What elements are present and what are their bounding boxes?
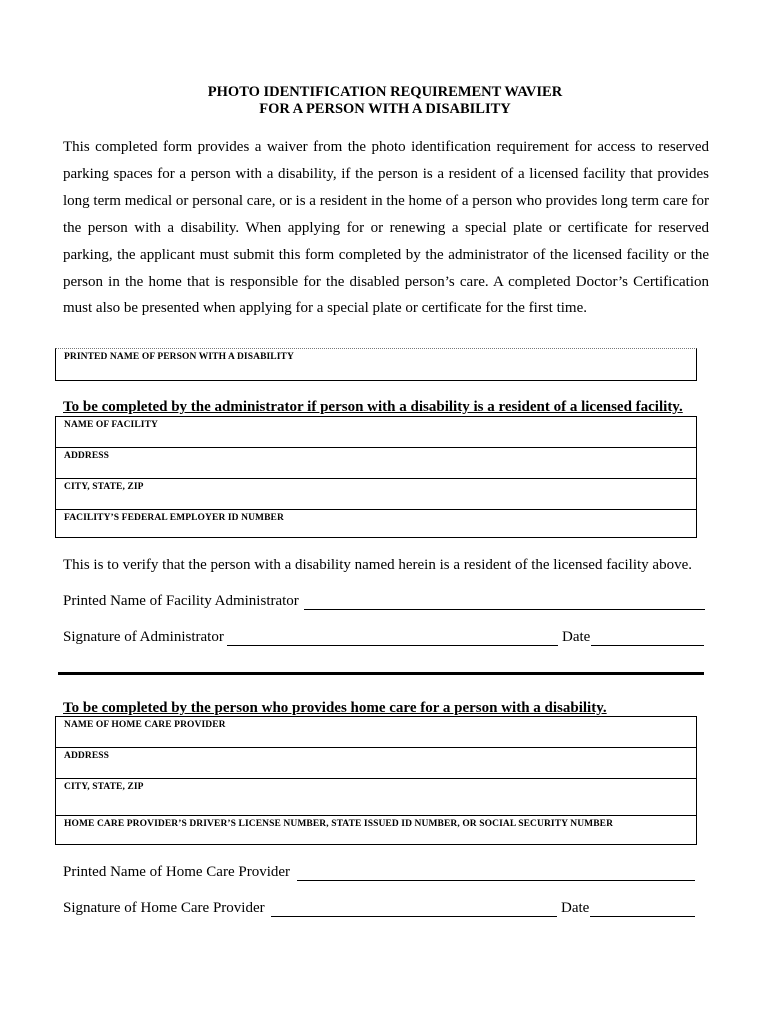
facility-field-row[interactable] bbox=[56, 479, 696, 510]
provider-printed-name-label: Printed Name of Home Care Provider bbox=[63, 864, 291, 880]
facility-field-row[interactable] bbox=[56, 510, 696, 541]
provider-date-label: Date bbox=[561, 900, 590, 916]
facility-name-label: NAME OF FACILITY bbox=[64, 420, 158, 430]
administrator-signature-line[interactable] bbox=[227, 645, 558, 646]
home-care-field-row[interactable] bbox=[56, 717, 696, 748]
form-title-line-1: PHOTO IDENTIFICATION REQUIREMENT WAVIER bbox=[207, 84, 563, 100]
person-name-label: PRINTED NAME OF PERSON WITH A DISABILITY bbox=[64, 352, 294, 362]
person-name-box[interactable] bbox=[55, 348, 697, 381]
home-care-fields-box bbox=[55, 716, 697, 845]
provider-signature-label: Signature of Home Care Provider bbox=[63, 900, 265, 916]
home-care-field-row[interactable] bbox=[56, 748, 696, 779]
form-title-line-2: FOR A PERSON WITH A DISABILITY bbox=[259, 101, 511, 117]
home-care-section-heading: To be completed by the person who provides home care for a person with a disability. bbox=[63, 700, 607, 716]
provider-signature-line[interactable] bbox=[271, 916, 557, 917]
intro-paragraph: This completed form provides a waiver from the photo identification requirement for access to reserved parking spaces for a person with a disability, if the person is a resident of a licensed facility that provides long term medical or personal care, or is a resident in the home of a person who provides long term care for the person with a disability. When applying for or renewing a special plate or certificate for reserved parking, the applicant must submit this form completed by the administrator of the licensed facility or the person in the home that is responsible for the disabled person’s care. A completed Doctor’s Certification must also be presented when applying for a special plate or certificate for the first time. bbox=[63, 139, 709, 317]
facility-field-row[interactable] bbox=[56, 417, 696, 448]
administrator-printed-name-line[interactable] bbox=[304, 609, 705, 610]
provider-name-label: NAME OF HOME CARE PROVIDER bbox=[64, 720, 226, 730]
facility-fields-box bbox=[55, 416, 697, 538]
provider-id-label: HOME CARE PROVIDER’S DRIVER’S LICENSE NUMBER, STATE ISSUED ID NUMBER, OR SOCIAL SECURITY NUMBER bbox=[64, 819, 614, 829]
section-divider bbox=[58, 672, 704, 675]
provider-address-label: ADDRESS bbox=[64, 751, 110, 761]
administrator-signature-label: Signature of Administrator bbox=[63, 629, 224, 645]
facility-city-label: CITY, STATE, ZIP bbox=[64, 482, 144, 492]
facility-ein-label: FACILITY’S FEDERAL EMPLOYER ID NUMBER bbox=[64, 513, 284, 523]
facility-field-row[interactable] bbox=[56, 448, 696, 479]
provider-city-label: CITY, STATE, ZIP bbox=[64, 782, 144, 792]
administrator-date-label: Date bbox=[562, 629, 591, 645]
home-care-field-row[interactable] bbox=[56, 816, 696, 847]
home-care-field-row[interactable] bbox=[56, 779, 696, 816]
verify-statement: This is to verify that the person with a disability named herein is a resident of the licensed facility above. bbox=[63, 557, 692, 573]
provider-date-line[interactable] bbox=[590, 916, 695, 917]
facility-section-heading: To be completed by the administrator if person with a disability is a resident of a licensed facility. bbox=[63, 399, 683, 415]
administrator-date-line[interactable] bbox=[591, 645, 704, 646]
administrator-printed-name-label: Printed Name of Facility Administrator bbox=[63, 593, 299, 609]
facility-address-label: ADDRESS bbox=[64, 451, 110, 461]
provider-printed-name-line[interactable] bbox=[297, 880, 695, 881]
